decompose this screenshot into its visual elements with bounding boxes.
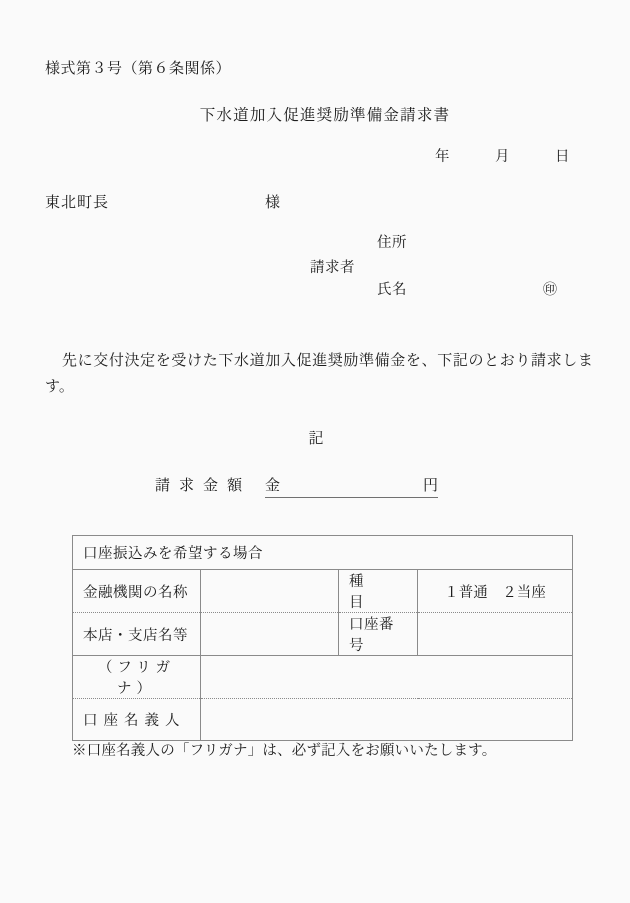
addressee-name: 東北町長 <box>45 193 110 211</box>
account-holder-label: 口座名義人 <box>73 699 201 741</box>
branch-name-label: 本店・支店名等 <box>73 613 201 656</box>
claimant-name-label: 氏名 <box>377 282 407 298</box>
body-paragraph: 先に交付決定を受けた下水道加入促進奨励準備金を、下記のとおり請求します。 <box>45 351 593 396</box>
table-row <box>73 699 573 741</box>
footnote: ※口座名義人の「フリガナ」は、必ず記入をお願いいたします。 <box>72 743 497 759</box>
claimant-group-label: 請求者 <box>310 260 355 276</box>
table-row <box>73 613 573 656</box>
claim-amount-row <box>155 474 438 498</box>
table-row-header <box>73 536 573 570</box>
kana-input[interactable] <box>201 656 573 699</box>
document-title: 下水道加入促進奨励準備金請求書 <box>199 106 451 124</box>
table-row <box>73 656 573 699</box>
addressee-honorific: 様 <box>265 193 281 211</box>
bank-name-label: 金融機関の名称 <box>73 570 201 613</box>
ki-heading: 記 <box>308 429 324 447</box>
account-type-label: 種 目 <box>339 570 418 613</box>
account-number-label: 口座番号 <box>339 613 418 656</box>
claim-amount-prefix: 金 <box>265 476 281 494</box>
account-type-options[interactable]: １普通 ２当座 <box>418 570 573 613</box>
branch-name-input[interactable] <box>201 613 339 656</box>
claim-amount-suffix: 円 <box>423 476 439 494</box>
claim-amount-field[interactable] <box>265 474 438 498</box>
form-number: 様式第３号（第６条関係） <box>45 59 232 77</box>
bank-name-input[interactable] <box>201 570 339 613</box>
seal-stamp-icon: ㊞ <box>543 282 557 298</box>
claim-amount-label: 請求金額 <box>155 476 252 494</box>
bank-table-header: 口座振込みを希望する場合 <box>73 536 573 570</box>
account-number-input[interactable] <box>418 613 573 656</box>
claimant-address-label: 住所 <box>377 235 407 251</box>
table-row <box>73 570 573 613</box>
account-holder-input[interactable] <box>201 699 573 741</box>
date-line: 年 月 日 <box>435 149 570 165</box>
bank-transfer-table <box>72 535 573 741</box>
kana-label: （フリガナ） <box>73 656 201 699</box>
